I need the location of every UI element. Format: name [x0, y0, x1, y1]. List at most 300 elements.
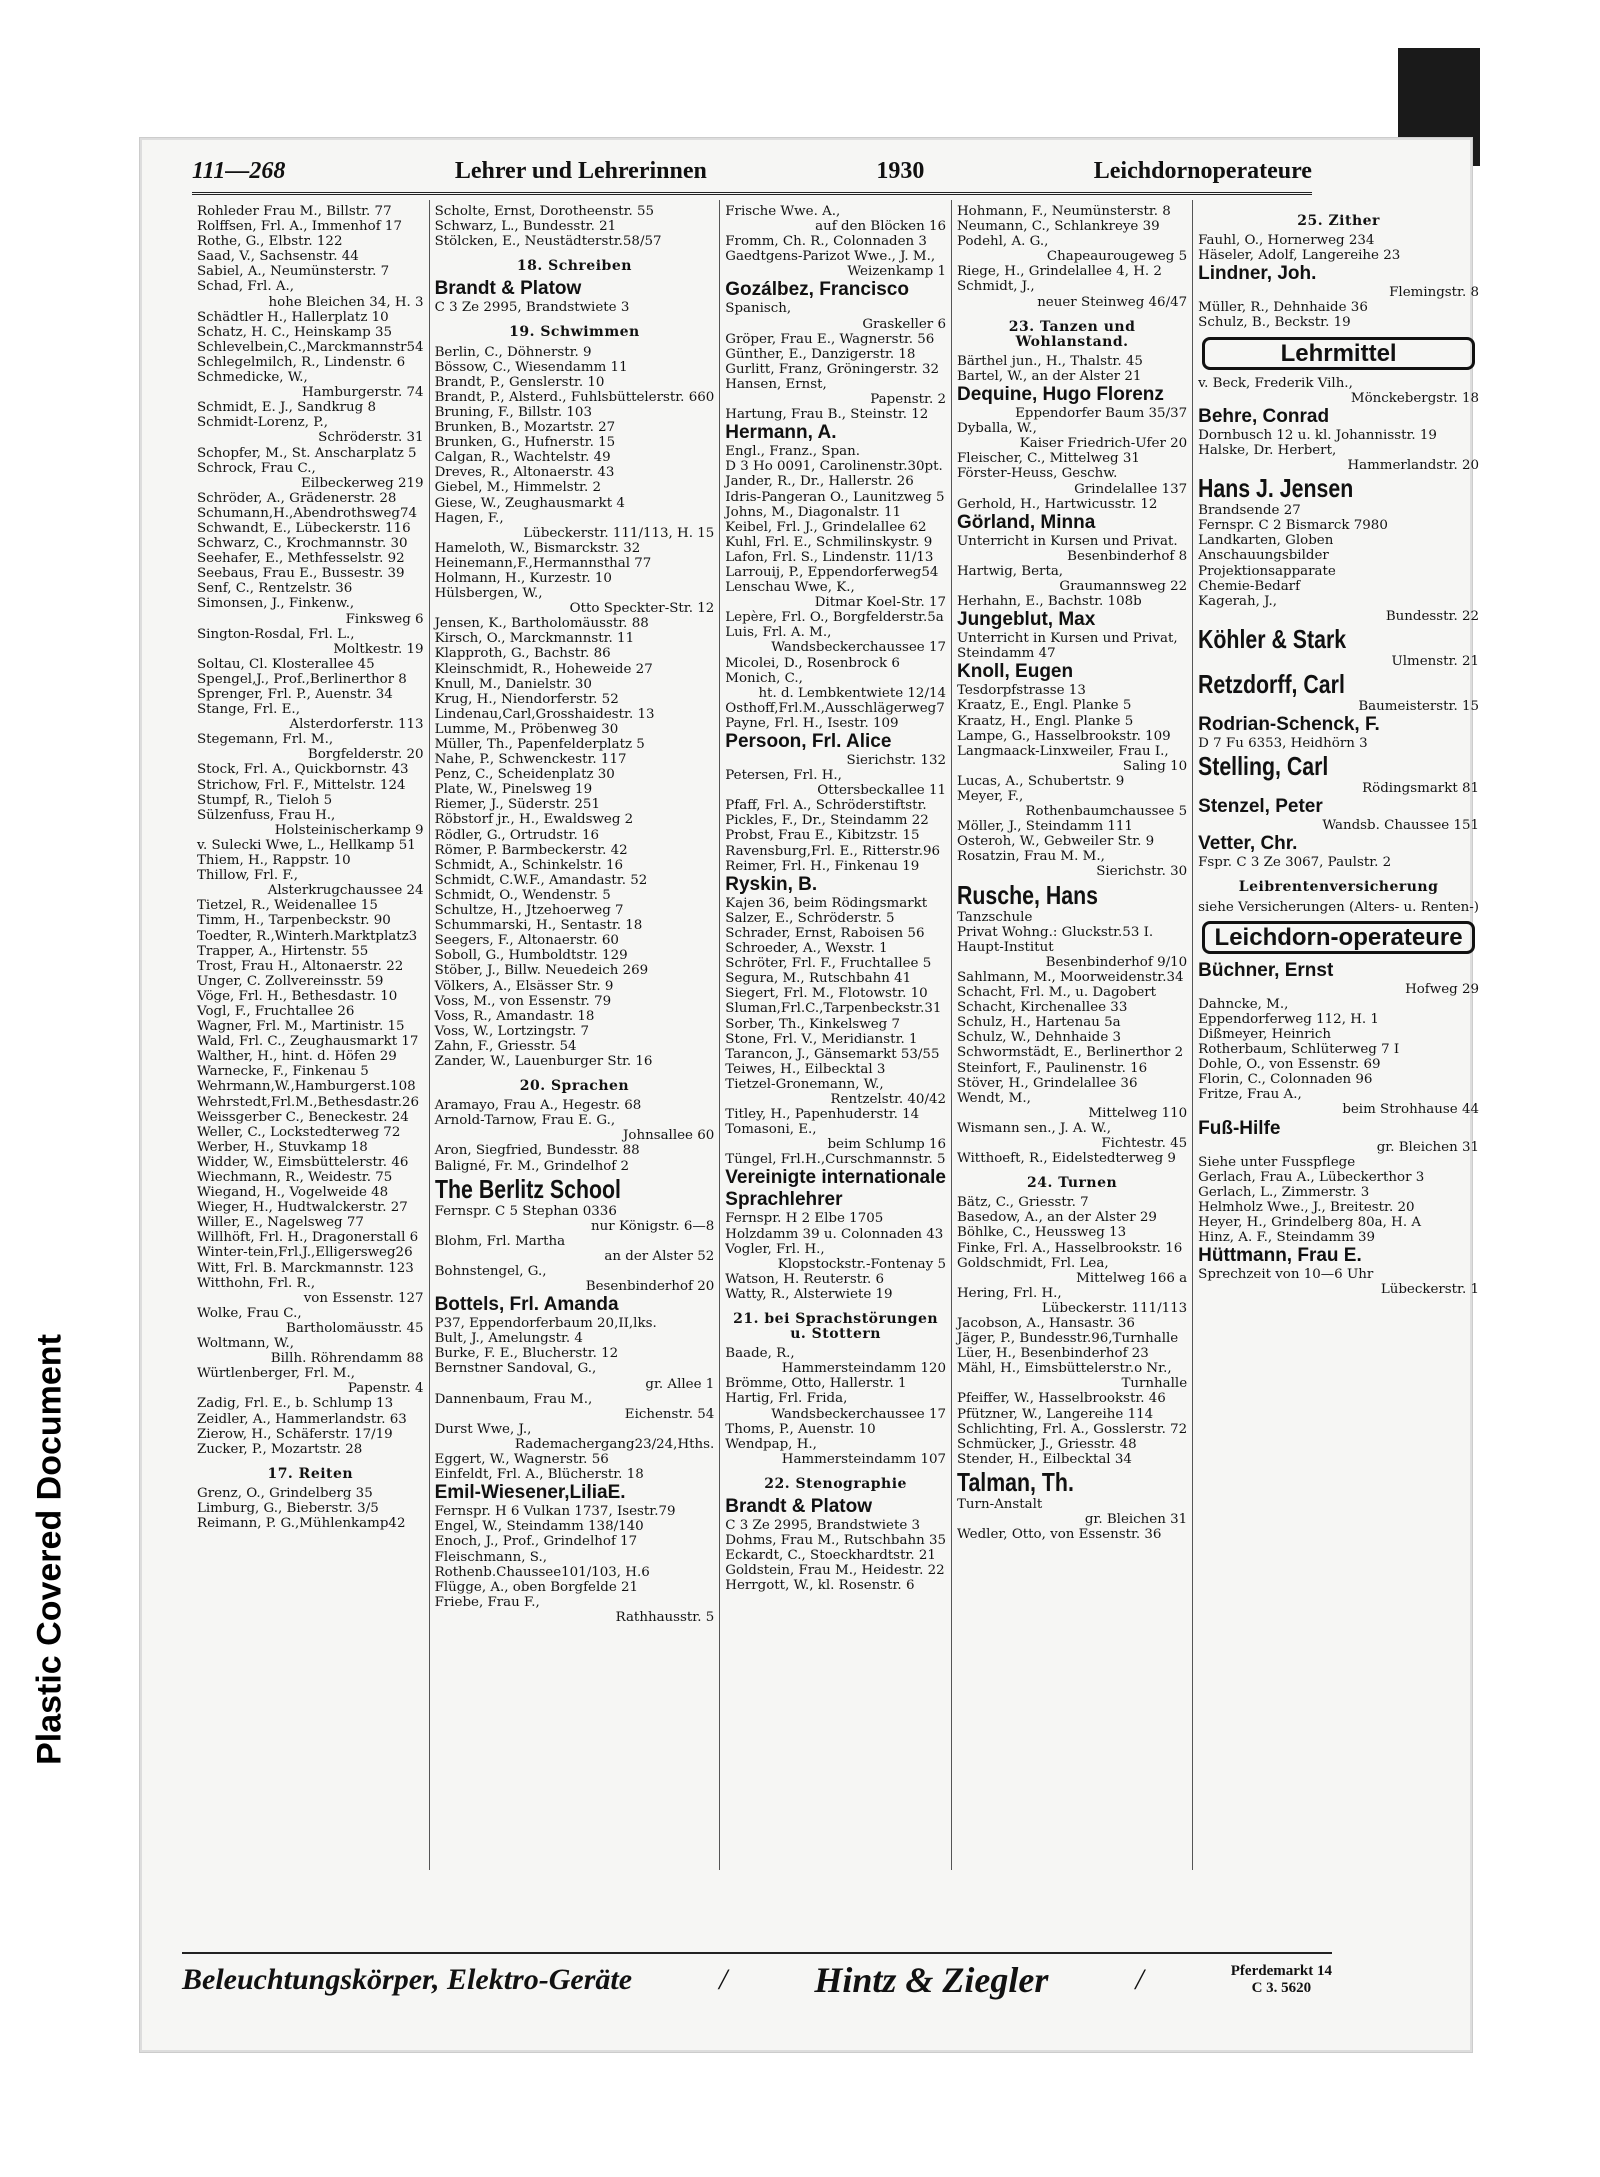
- entry-address: Ottersbeckallee 11: [817, 783, 946, 799]
- directory-entry: Witthohn, Frl. R.,: [197, 1275, 316, 1291]
- entry-address: neuer Steinweg 46/47: [1037, 294, 1188, 310]
- directory-entry: Rothenb.Chaussee101/103, H.6: [434, 1564, 650, 1580]
- advert-name: Brandt & Platow: [725, 1496, 872, 1518]
- entry-address: Holsteinischerkamp 9: [274, 822, 424, 838]
- category-heading: 21. bei Sprachstörungen u. Stottern: [733, 1311, 939, 1343]
- directory-entry: Fauhl, O., Hornerweg 234: [1198, 233, 1375, 249]
- directory-entry: Podehl, A. G.,: [957, 234, 1049, 250]
- directory-entry: Schmidt, O., Wendenstr. 5: [434, 887, 611, 903]
- directory-entry: Luis, Frl. A. M.,: [725, 625, 832, 641]
- directory-entry: Stöber, J., Billw. Neuedeich 269: [434, 963, 649, 979]
- directory-entry: Kirsch, O., Marckmannstr. 11: [434, 631, 635, 647]
- advert-name: Behre, Conrad: [1198, 405, 1330, 427]
- directory-entry: Tomasoni, E.,: [725, 1122, 817, 1138]
- directory-entry: Lumme, M., Pröbenweg 30: [434, 721, 619, 737]
- directory-entry: Pickles, F., Dr., Steindamm 22: [725, 813, 929, 829]
- entry-address: Hamburgerstr. 74: [301, 385, 424, 401]
- directory-entry: Hülsbergen, W.,: [434, 586, 543, 602]
- directory-entry: Rohleder Frau M., Billstr. 77: [197, 204, 392, 219]
- directory-entry: Giese, W., Zeughausmarkt 4: [434, 495, 625, 511]
- directory-entry: Stange, Frl. E.,: [197, 702, 300, 718]
- directory-entry: D 3 Ho 0091, Carolinenstr.30pt.: [725, 459, 943, 475]
- directory-entry: Larrouij, P., Eppendorferweg54: [725, 564, 939, 580]
- directory-entry: Eckardt, C., Stoeckhardtstr. 21: [725, 1548, 936, 1564]
- directory-entry: Sorber, Th., Kinkelsweg 7: [725, 1016, 901, 1032]
- directory-entry: Hohmann, F., Neumünsterstr. 8: [957, 204, 1171, 219]
- entry-address: Lübeckerstr. 111/113, H. 15: [523, 525, 715, 541]
- directory-entry: Hering, Frl. H.,: [957, 1285, 1062, 1301]
- directory-entry: Schwormstädt, E., Berlinerthor 2: [957, 1045, 1184, 1061]
- directory-entry: Senf, C., Rentzelstr. 36: [197, 581, 353, 597]
- entry-address: Bundesstr. 22: [1385, 608, 1480, 624]
- directory-entry: Wieger, H., Hudtwalckerstr. 27: [197, 1200, 408, 1216]
- advert-name: Büchner, Ernst: [1198, 959, 1334, 981]
- advert-name: Bottels, Frl. Amanda: [434, 1294, 619, 1316]
- directory-entry: Langmaack-Linxweiler, Frau I.,: [957, 743, 1169, 759]
- advert-name: Görland, Minna: [957, 511, 1096, 533]
- directory-entry: Müller, R., Dehnhaide 36: [1198, 300, 1368, 316]
- entry-address: Sierichstr. 30: [1096, 864, 1188, 880]
- entry-address: Saling 10: [1122, 758, 1188, 774]
- directory-entry: Zadig, Frl. E., b. Schlump 13: [197, 1396, 394, 1412]
- directory-entry: Vöge, Frl. H., Bethesdastr. 10: [197, 988, 398, 1004]
- directory-entry: Schulz, W., Dehnhaide 3: [957, 1030, 1122, 1046]
- entry-address: Chapeaurougeweg 5: [1046, 249, 1188, 265]
- directory-entry: Böhlke, C., Heussweg 13: [957, 1225, 1127, 1241]
- directory-entry: Giebel, M., Himmelstr. 2: [434, 480, 602, 496]
- advert-name: Stenzel, Peter: [1198, 796, 1323, 818]
- directory-entry: Salzer, E., Schröderstr. 5: [725, 910, 895, 926]
- directory-entry: Zierow, H., Schäferstr. 17/19: [197, 1426, 393, 1442]
- directory-entry: Schulz, H., Hartenau 5a: [957, 1015, 1121, 1031]
- directory-entry: Unterricht in Kursen und Privat.: [957, 533, 1178, 549]
- directory-entry: Dißmeyer, Heinrich: [1198, 1027, 1331, 1042]
- directory-entry: Blohm, Frl. Martha: [434, 1233, 566, 1249]
- directory-entry: Engel, W., Steindamm 138/140: [434, 1519, 644, 1535]
- directory-entry: Dyballa, W.,: [957, 421, 1037, 437]
- directory-entry: Thiem, H., Rappstr. 10: [197, 853, 351, 869]
- directory-entry: Fernspr. C 5 Stephan 0336: [434, 1203, 617, 1219]
- directory-entry: Simonsen, J., Finkenw.,: [197, 596, 355, 612]
- footer-advert: [182, 1952, 1332, 2000]
- entry-columns: [192, 200, 1480, 1870]
- directory-entry: Johns, M., Diagonalstr. 11: [725, 504, 902, 520]
- directory-entry: Schröter, Frl. F., Fruchtallee 5: [725, 956, 932, 972]
- directory-entry: Widder, W., Eimsbüttelerstr. 46: [197, 1154, 409, 1170]
- entry-address: Eichenstr. 54: [624, 1406, 715, 1422]
- entry-address: Fichtestr. 45: [1101, 1135, 1188, 1151]
- directory-entry: Payne, Frl. H., Isestr. 109: [725, 715, 899, 731]
- entry-address: Eppendorfer Baum 35/37: [1015, 406, 1188, 422]
- directory-entry: Woltmann, W.,: [197, 1336, 294, 1352]
- directory-entry: Voss, W., Lortzingstr. 7: [434, 1023, 589, 1039]
- advert-name: Gozálbez, Francisco: [725, 279, 909, 301]
- entry-address: Rothenbaumchaussee 5: [1025, 804, 1188, 820]
- directory-entry: Keibel, Frl. J., Grindelallee 62: [725, 519, 927, 535]
- directory-entry: siehe Versicherungen (Alters- u. Renten-): [1198, 899, 1480, 915]
- directory-entry: Bult, J., Amelungstr. 4: [434, 1331, 583, 1347]
- directory-entry: Bruning, F., Billstr. 103: [434, 404, 592, 420]
- advert-name: Hüttmann, Frau E.: [1198, 1245, 1362, 1267]
- directory-entry: Flügge, A., oben Borgfelde 21: [434, 1579, 639, 1595]
- directory-entry: Rotherbaum, Schlüterweg 7 I: [1198, 1042, 1400, 1058]
- directory-entry: Lindenau,Carl,Grosshaidestr. 13: [434, 706, 655, 722]
- directory-entry: Herrgott, W., kl. Rosenstr. 6: [725, 1578, 915, 1594]
- directory-entry: Klapproth, G., Bachstr. 86: [434, 646, 611, 662]
- advert-name: Emil-Wiesener,LiliaE.: [434, 1482, 626, 1504]
- directory-entry: Micolei, D., Rosenbrock 6: [725, 655, 900, 671]
- directory-entry: Fernspr. H 6 Vulkan 1737, Isestr.79: [434, 1504, 676, 1520]
- directory-entry: Schummarski, H., Sentastr. 18: [434, 918, 643, 934]
- directory-entry: Osthoff,Frl.M.,Ausschlägerweg7: [725, 700, 945, 716]
- category-heading: 17. Reiten: [267, 1465, 354, 1482]
- directory-entry: Holmann, H., Kurzestr. 10: [434, 570, 612, 586]
- directory-entry: Stock, Frl. A., Quickbornstr. 43: [197, 762, 409, 778]
- category-heading: 23. Tanzen und Wohlanstand.: [1008, 318, 1136, 350]
- directory-entry: Sprenger, Frl. P., Auenstr. 34: [197, 687, 393, 702]
- directory-entry: Tanzschule: [957, 909, 1033, 925]
- entry-address: Kaiser Friedrich-Ufer 20: [1019, 436, 1188, 452]
- directory-entry: Titley, H., Papenhuderstr. 14: [725, 1107, 920, 1123]
- directory-entry: Kajen 36, beim Rödingsmarkt: [725, 895, 928, 911]
- directory-entry: Schröder, A., Grädenerstr. 28: [197, 490, 397, 506]
- directory-entry: Ravensburg,Frl. E., Ritterstr.96: [725, 843, 941, 859]
- footer-address: [1231, 1963, 1332, 1997]
- directory-entry: Reimann, P. G.,Mühlenkamp42: [197, 1516, 406, 1532]
- directory-entry: C 3 Ze 2995, Brandstwiete 3: [434, 300, 630, 316]
- directory-entry: Zahn, F., Griesstr. 54: [434, 1038, 577, 1054]
- directory-entry: Enoch, J., Prof., Grindelhof 17: [434, 1534, 638, 1550]
- directory-entry: Wendt, M.,: [957, 1090, 1031, 1106]
- directory-entry: Hansen, Ernst,: [725, 376, 827, 392]
- entry-address: Hammersteindamm 107: [781, 1451, 946, 1467]
- advert-name: Lehrmittel: [1202, 337, 1475, 370]
- directory-entry: Seebaus, Frau E., Bussestr. 39: [197, 566, 405, 582]
- advert-name: Rodrian-Schenck, F.: [1198, 714, 1380, 736]
- directory-entry: Jacobson, A., Hansastr. 36: [957, 1316, 1135, 1331]
- directory-entry: Dohle, O., von Essenstr. 69: [1198, 1057, 1381, 1073]
- advert-name: Hermann, A.: [725, 422, 837, 444]
- advert-name: Retzdorff, Carl: [1198, 668, 1346, 699]
- directory-entry: Burke, F. E., Blucherstr. 12: [434, 1346, 619, 1362]
- directory-entry: Schlichting, Frl. A., Gosslerstr. 72: [957, 1421, 1188, 1437]
- advert-name: Ryskin, B.: [725, 873, 818, 895]
- entry-address: Ulmenstr. 21: [1391, 653, 1480, 669]
- directory-entry: Sabiel, A., Neumünsterstr. 7: [197, 264, 390, 280]
- directory-entry: Engl., Franz., Span.: [725, 444, 861, 460]
- directory-entry: Müller, Th., Papenfelderplatz 5: [434, 737, 645, 752]
- directory-entry: Tesdorpfstrasse 13: [957, 683, 1086, 699]
- directory-entry: Schlevelbein,C.,Marckmannstr54: [197, 339, 424, 355]
- entry-address: Johnsallee 60: [623, 1128, 715, 1144]
- advert-name: Persoon, Frl. Alice: [725, 731, 892, 752]
- directory-entry: Segura, M., Rutschbahn 41: [725, 971, 912, 987]
- directory-entry: Siegert, Frl. M., Flotowstr. 10: [725, 986, 928, 1002]
- directory-entry: Schmücker, J., Griesstr. 48: [957, 1436, 1137, 1452]
- directory-entry: Schädtler H., Hallerplatz 10: [197, 309, 389, 325]
- directory-entry: Bohnstengel, G.,: [434, 1264, 547, 1279]
- directory-entry: Rolffsen, Frl. A., Immenhof 17: [197, 219, 402, 235]
- directory-entry: Heinemann,F.,Hermannsthal 77: [434, 555, 652, 571]
- directory-entry: Neumann, C., Schlankreye 39: [957, 219, 1160, 235]
- directory-entry: Idris-Pangeran O., Launitzweg 5: [725, 489, 945, 505]
- entry-address: Besenbinderhof 8: [1067, 548, 1188, 564]
- directory-entry: Sington-Rosdal, Frl. L.,: [197, 626, 355, 642]
- entry-address: gr. Bleichen 31: [1084, 1512, 1188, 1528]
- directory-entry: Häseler, Adolf, Langereihe 23: [1198, 248, 1401, 264]
- entry-address: Schröderstr. 31: [318, 430, 424, 446]
- directory-entry: Hagen, F.,: [434, 510, 504, 526]
- entry-address: Besenbinderhof 9/10: [1045, 954, 1188, 970]
- entry-address: Rödingsmarkt 81: [1362, 781, 1480, 797]
- directory-entry: Rothe, G., Elbstr. 122: [197, 234, 343, 250]
- directory-entry: Trost, Frau H., Altonaerstr. 22: [197, 958, 404, 974]
- directory-entry: Trapper, A., Hirtenstr. 55: [197, 943, 369, 959]
- directory-entry: Monich, C.,: [725, 670, 803, 686]
- directory-entry: C 3 Ze 2995, Brandstwiete 3: [725, 1518, 921, 1534]
- directory-entry: Baade, R.,: [725, 1346, 795, 1362]
- directory-entry: Siehe unter Fusspflege: [1198, 1154, 1356, 1170]
- directory-entry: Dreves, R., Altonaerstr. 43: [434, 465, 615, 481]
- directory-entry: Bartel, W., an der Alster 21: [957, 368, 1142, 384]
- category-heading: 18. Schreiben: [516, 258, 632, 275]
- directory-entry: Steindamm 47: [957, 646, 1056, 662]
- column-4: [952, 200, 1193, 1870]
- directory-entry: Schumann,H.,Abendrothsweg74: [197, 505, 417, 521]
- directory-entry: Lenschau Wwe, K.,: [725, 580, 855, 596]
- footer-phone: C 3. 5620: [1251, 1980, 1312, 1996]
- directory-entry: Tietzel, R., Weidenallee 15: [197, 898, 378, 914]
- advert-name: Lindner, Joh.: [1198, 263, 1317, 285]
- directory-entry: Schwarz, C., Krochmannstr. 30: [197, 536, 408, 552]
- directory-entry: Arnold-Tarnow, Frau E. G.,: [434, 1113, 616, 1129]
- directory-entry: Sluman,Frl.C.,Tarpenbeckstr.31: [725, 1001, 942, 1017]
- entry-address: Alsterkrugchaussee 24: [267, 883, 424, 899]
- directory-entry: Stölcken, E., Neustädterstr.58/57: [434, 234, 662, 250]
- entry-address: Finksweg 6: [345, 611, 424, 627]
- directory-entry: Schrader, Ernst, Raboisen 56: [725, 925, 925, 941]
- directory-entry: Wehrstedt,Frl.M.,Bethesdastr.26: [197, 1094, 420, 1110]
- directory-entry: Möller, J., Steindamm 111: [957, 819, 1133, 835]
- directory-entry: Gurlitt, Franz, Gröningerstr. 32: [725, 361, 940, 377]
- directory-entry: Lafon, Frl. S., Lindenstr. 11/13: [725, 549, 934, 565]
- column-2: [430, 200, 721, 1870]
- directory-entry: Schmidt, C.W.F., Amandastr. 52: [434, 872, 648, 888]
- directory-entry: Finke, Frl. A., Hasselbrookstr. 16: [957, 1240, 1183, 1256]
- directory-entry: Kraatz, H., Engl. Planke 5: [957, 713, 1134, 729]
- directory-entry: Schacht, Frl. M., u. Dagobert: [957, 985, 1157, 1001]
- directory-entry: Wedler, Otto, von Essenstr. 36: [957, 1527, 1162, 1543]
- directory-entry: Schatz, H. C., Heinskamp 35: [197, 324, 393, 340]
- directory-entry: Dannenbaum, Frau M.,: [434, 1391, 593, 1407]
- entry-address: Ditmar Koel-Str. 17: [814, 595, 946, 611]
- directory-entry: Gerlach, Frau A., Lübeckerthor 3: [1198, 1169, 1425, 1185]
- directory-entry: Lepère, Frl. O., Borgfelderstr.5a: [725, 610, 944, 626]
- directory-entry: Völkers, A., Elsässer Str. 9: [434, 978, 614, 994]
- directory-entry: Bätz, C., Griesstr. 7: [957, 1195, 1089, 1211]
- directory-entry: Jäger, P., Bundesstr.96,Turnhalle: [957, 1331, 1179, 1347]
- advert-name: Leichdorn-operateure: [1202, 921, 1475, 954]
- advert-name: Stelling, Carl: [1198, 751, 1329, 782]
- directory-entry: Eppendorferweg 112, H. 1: [1198, 1011, 1379, 1027]
- entry-address: gr. Allee 1: [645, 1376, 715, 1392]
- directory-entry: Anschauungsbilder: [1198, 548, 1329, 564]
- directory-entry: Wehrmann,W.,Hamburgerst.108: [197, 1079, 416, 1095]
- directory-entry: Hartig, Frl. Frida,: [725, 1391, 848, 1407]
- directory-entry: Friebe, Frau F.,: [434, 1594, 540, 1610]
- directory-entry: Reimer, Frl. H., Finkenau 19: [725, 858, 920, 874]
- entry-address: Hofweg 29: [1405, 981, 1480, 997]
- column-5: [1193, 200, 1484, 1870]
- directory-entry: Schultze, H., Jtzehoerweg 7: [434, 903, 624, 919]
- directory-entry: Wagner, Frl. M., Martinistr. 15: [197, 1019, 405, 1035]
- page-header: [192, 158, 1312, 195]
- directory-entry: Kagerah, J.,: [1198, 593, 1277, 609]
- directory-entry: Seegers, F., Altonaerstr. 60: [434, 933, 619, 949]
- year: 1930: [876, 158, 925, 184]
- directory-entry: Schopfer, M., St. Anscharplatz 5: [197, 445, 417, 461]
- directory-entry: Aron, Siegfried, Bundesstr. 88: [434, 1143, 640, 1159]
- directory-entry: Stumpf, R., Tieloh 5: [197, 792, 333, 808]
- entry-address: Wandsb. Chaussee 151: [1322, 818, 1480, 834]
- footer-products: Beleuchtungskörper, Elektro-Geräte: [182, 1963, 633, 1996]
- directory-entry: Bernstner Sandoval, G.,: [434, 1361, 597, 1377]
- entry-address: von Essenstr. 127: [303, 1290, 424, 1306]
- footer-company: Hintz & Ziegler: [814, 1960, 1049, 2000]
- entry-address: Mittelweg 166 a: [1076, 1270, 1188, 1286]
- entry-address: gr. Bleichen 31: [1376, 1139, 1480, 1155]
- entry-address: Borgfelderstr. 20: [307, 747, 424, 763]
- directory-entry: Wiechmann, R., Weidestr. 75: [197, 1170, 393, 1185]
- entry-address: Papenstr. 2: [870, 392, 946, 408]
- section-title: Lehrer und Lehrerinnen: [454, 158, 707, 184]
- entry-address: Klopstockstr.-Fontenay 5: [777, 1256, 946, 1272]
- directory-entry: Schwarz, L., Bundesstr. 21: [434, 219, 617, 235]
- directory-entry: Schad, Frl. A.,: [197, 279, 295, 295]
- entry-address: Graskeller 6: [862, 316, 946, 332]
- directory-entry: Watson, H. Reuterstr. 6: [725, 1271, 885, 1287]
- directory-entry: v. Beck, Frederik Vilh.,: [1198, 375, 1353, 391]
- directory-entry: Brandt, P., Genslerstr. 10: [434, 374, 605, 390]
- directory-entry: Scholte, Ernst, Dorotheenstr. 55: [434, 204, 655, 219]
- category-heading: 22. Stenographie: [764, 1475, 907, 1492]
- directory-entry: Winter-tein,Frl.J.,Elligersweg26: [197, 1245, 413, 1261]
- entry-address: Wandsbeckerchaussee 17: [771, 640, 946, 656]
- category-heading: 20. Sprachen: [519, 1078, 630, 1095]
- footer-separator-2: /: [1135, 1963, 1144, 1996]
- advert-name: Köhler & Stark: [1198, 623, 1347, 654]
- directory-entry: Römer, P. Barmbeckerstr. 42: [434, 842, 628, 858]
- directory-entry: Rödler, G., Ortrudstr. 16: [434, 827, 600, 843]
- entry-address: Hammerlandstr. 20: [1347, 458, 1480, 474]
- directory-entry: Zucker, P., Mozartstr. 28: [197, 1441, 363, 1457]
- directory-entry: Hartwig, Berta,: [957, 563, 1064, 579]
- directory-entry: Baligné, Fr. M., Grindelhof 2: [434, 1158, 630, 1174]
- directory-entry: Stegemann, Frl. M.,: [197, 732, 334, 748]
- entry-address: hohe Bleichen 34, H. 3: [268, 294, 424, 310]
- entry-address: Billh. Röhrendamm 88: [270, 1351, 424, 1367]
- directory-entry: Willhöft, Frl. H., Dragonerstall 6: [197, 1230, 419, 1246]
- directory-entry: Schmidt, J.,: [957, 279, 1035, 295]
- directory-entry: Pfaff, Frl. A., Schröderstiftstr.: [725, 798, 927, 814]
- entry-address: Mittelweg 110: [1088, 1105, 1188, 1121]
- directory-entry: Steinfort, F., Paulinenstr. 16: [957, 1060, 1148, 1076]
- directory-entry: Kuhl, Frl. E., Schmilinskystr. 9: [725, 534, 933, 550]
- directory-entry: Gerhold, H., Hartwicusstr. 12: [957, 496, 1158, 512]
- directory-entry: Nahe, P., Schwenckestr. 117: [434, 752, 627, 768]
- entry-address: auf den Blöcken 16: [815, 219, 946, 235]
- directory-entry: Würtlenberger, Frl. M.,: [197, 1366, 356, 1382]
- entry-address: Rathhausstr. 5: [615, 1609, 715, 1625]
- directory-entry: Günther, E., Danzigerstr. 18: [725, 346, 916, 362]
- directory-entry: Zeidler, A., Hammerlandstr. 63: [197, 1411, 407, 1427]
- category-heading: 24. Turnen: [1026, 1175, 1118, 1192]
- directory-entry: Durst Wwe, J.,: [434, 1421, 532, 1437]
- directory-entry: Florin, C., Colonnaden 96: [1198, 1072, 1373, 1088]
- directory-entry: Unterricht in Kursen und Privat,: [957, 631, 1178, 647]
- directory-entry: Schmedicke, W.,: [197, 370, 308, 386]
- directory-entry: Weller, C., Lockstedterweg 72: [197, 1124, 401, 1140]
- directory-entry: Wiegand, H., Vogelweide 48: [197, 1185, 389, 1201]
- directory-entry: Brunken, G., Hufnerstr. 15: [434, 435, 616, 451]
- directory-entry: Saad, V., Sachsenstr. 44: [197, 249, 359, 265]
- entry-address: Hammersteindamm 120: [781, 1361, 946, 1377]
- directory-entry: Bärthel jun., H., Thalstr. 45: [957, 353, 1143, 369]
- directory-entry: Fritze, Frau A.,: [1198, 1087, 1302, 1103]
- directory-entry: Tüngel, Frl.H.,Curschmannstr. 5: [725, 1152, 946, 1168]
- directory-entry: Willer, E., Nagelsweg 77: [197, 1215, 364, 1231]
- directory-entry: Stender, H., Eilbecktal 34: [957, 1451, 1132, 1467]
- entry-address: an der Alster 52: [604, 1248, 715, 1264]
- directory-entry: Helmholz Wwe., J., Breitestr. 20: [1198, 1199, 1415, 1215]
- advert-name: Knoll, Eugen: [957, 661, 1074, 683]
- directory-entry: Privat Wohng.: Gluckstr.53 I.: [957, 924, 1154, 940]
- entry-address: Papenstr. 4: [347, 1381, 424, 1397]
- directory-entry: Fernspr. H 2 Elbe 1705: [725, 1211, 884, 1227]
- directory-entry: Strichow, Frl. F., Mittelstr. 124: [197, 777, 406, 793]
- directory-entry: Heyer, H., Grindelberg 80a, H. A: [1198, 1215, 1422, 1231]
- directory-entry: Lampe, G., Hasselbrookstr. 109: [957, 728, 1171, 744]
- directory-entry: Teiwes, H., Eilbecktal 3: [725, 1061, 886, 1077]
- directory-entry: Walther, H., hint. d. Höfen 29: [197, 1049, 397, 1065]
- entry-address: Moltkestr. 19: [333, 641, 424, 657]
- directory-entry: Watty, R., Alsterwiete 19: [725, 1286, 893, 1302]
- plastic-cover-label: [0, 1100, 69, 2000]
- directory-entry: Vogler, Frl. H.,: [725, 1241, 825, 1257]
- column-3: [720, 200, 952, 1870]
- directory-entry: Voss, M., von Essenstr. 79: [434, 993, 612, 1009]
- entry-address: Flemingstr. 8: [1389, 285, 1480, 301]
- sidebar-label: Plastic Covered Document: [30, 1334, 69, 1765]
- footer-separator: /: [719, 1963, 728, 1996]
- entry-address: ht. d. Lembkentwiete 12/14: [758, 685, 946, 701]
- directory-entry: Limburg, G., Bieberstr. 3/5: [197, 1500, 379, 1516]
- directory-entry: Brandt, P., Alsterd., Fuhlsbüttelerstr. 660: [434, 389, 715, 405]
- entry-address: Weizenkamp 1: [847, 264, 946, 280]
- directory-entry: Brunken, B., Mozartstr. 27: [434, 420, 616, 436]
- directory-entry: Probst, Frau E., Kibitzstr. 15: [725, 828, 920, 844]
- entry-address: Lübeckerstr. 1: [1380, 1282, 1480, 1298]
- directory-entry: Zander, W., Lauenburger Str. 16: [434, 1053, 653, 1069]
- directory-entry: Plate, W., Pinelsweg 19: [434, 782, 593, 798]
- directory-entry: Witthoeft, R., Eidelstedterweg 9: [957, 1151, 1176, 1167]
- directory-entry: Halske, Dr. Herbert,: [1198, 442, 1337, 458]
- advert-name: Brandt & Platow: [434, 278, 582, 300]
- directory-entry: Fleischmann, S.,: [434, 1549, 547, 1565]
- directory-entry: Schwandt, E., Lübeckerstr. 116: [197, 520, 411, 536]
- directory-page: [140, 138, 1480, 2052]
- directory-entry: Wald, Frl. C., Zeughausmarkt 17: [197, 1034, 419, 1050]
